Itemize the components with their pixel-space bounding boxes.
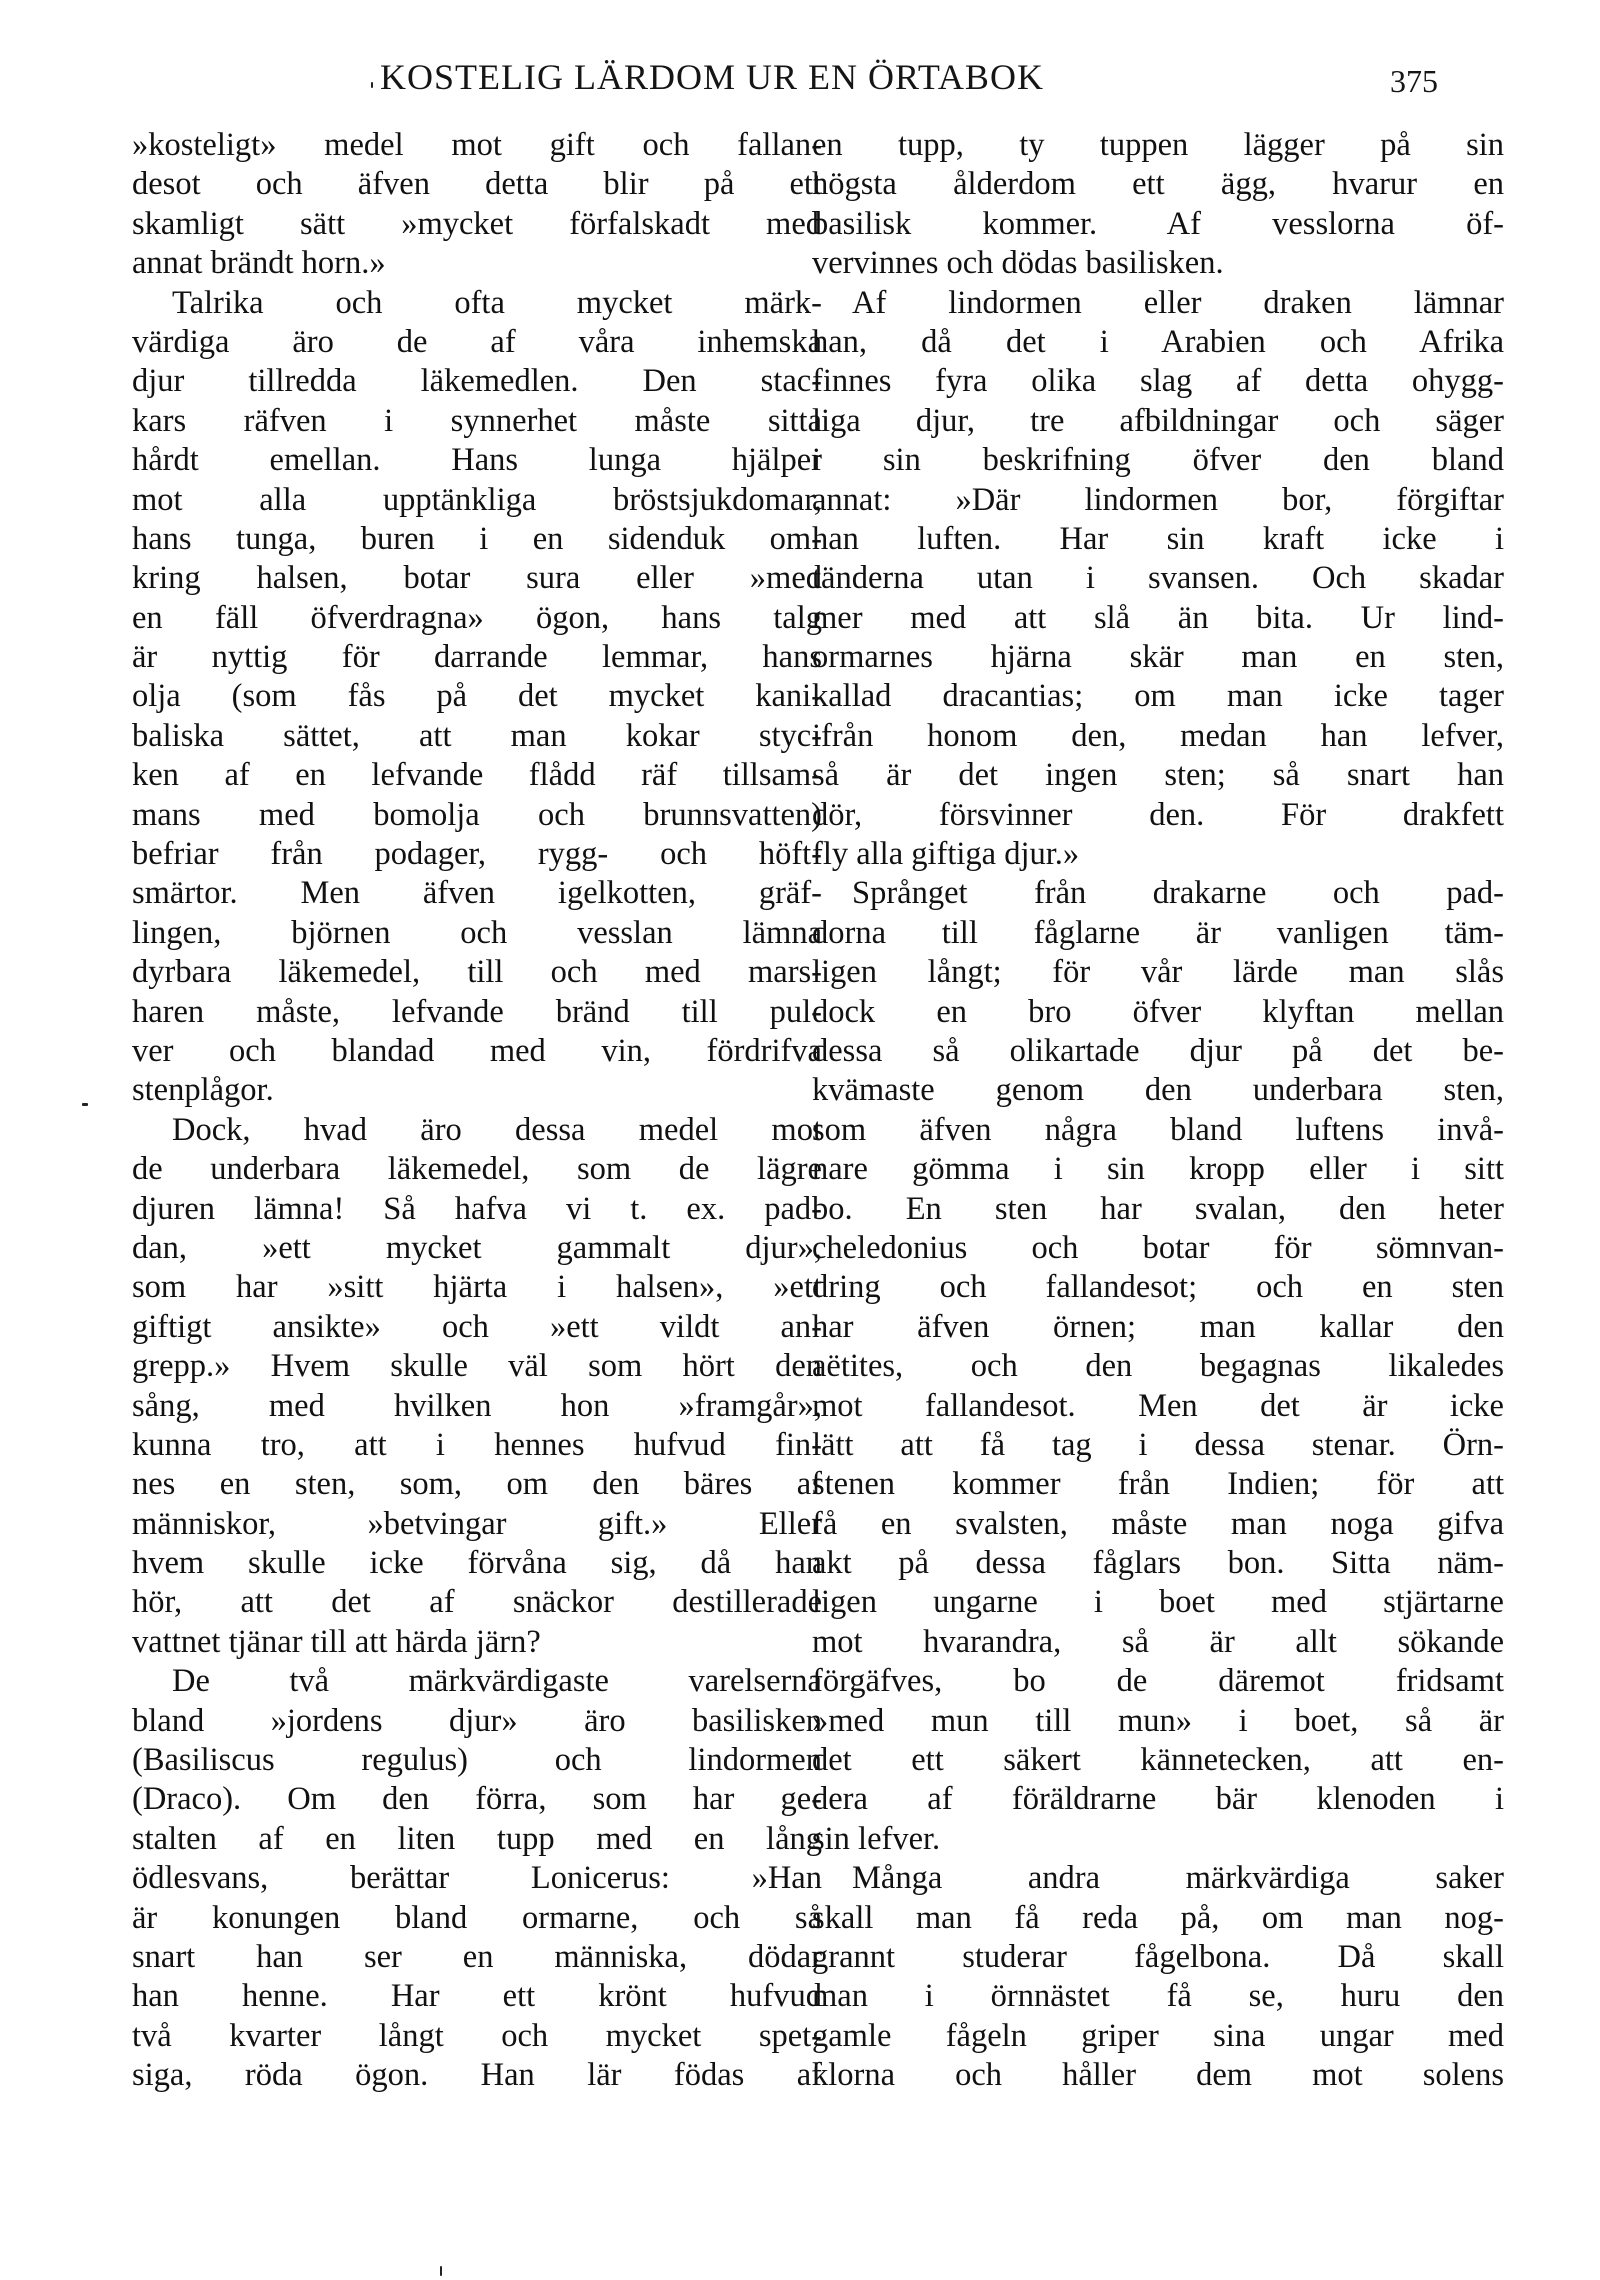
text-line: gamle fågeln griper sina ungar med bbox=[812, 2017, 1504, 2054]
paragraph-start-line: Talrika och ofta mycket märk- bbox=[172, 284, 822, 321]
text-line: dan, »ett mycket gammalt djur», bbox=[132, 1229, 822, 1266]
text-line: man i örnnästet få se, huru den bbox=[812, 1978, 1504, 2015]
text-line: nare gömma i sin kropp eller i sitt bbox=[812, 1151, 1504, 1188]
text-line: befriar från podager, rygg- och höft- bbox=[132, 836, 822, 873]
text-line: kars räfven i synnerhet måste sitta bbox=[132, 402, 822, 439]
text-line: värdiga äro de af våra inhemska bbox=[132, 323, 822, 360]
text-line: giftigt ansikte» och »ett vildt an- bbox=[132, 1308, 822, 1345]
text-line: ken af en lefvande flådd räf tillsam- bbox=[132, 757, 822, 794]
text-line: kring halsen, botar sura eller »med bbox=[132, 560, 822, 597]
text-line: djur tillredda läkemedlen. Den stac- bbox=[132, 363, 822, 400]
text-line: baliska sättet, att man kokar styc- bbox=[132, 717, 822, 754]
text-line: smärtor. Men äfven igelkotten, gräf- bbox=[132, 875, 822, 912]
text-line: desot och äfven detta blir på ett bbox=[132, 166, 822, 203]
text-line: basilisk kommer. Af vesslorna öf- bbox=[812, 205, 1504, 242]
text-line: mans med bomolja och brunnsvatten) bbox=[132, 796, 822, 833]
left-column bbox=[132, 126, 822, 2096]
text-line: aëtites, och den begagnas likaledes bbox=[812, 1348, 1504, 1385]
text-line: ligen ungarne i boet med stjärtarne bbox=[812, 1584, 1504, 1621]
text-line: skall man få reda på, om man nog- bbox=[812, 1899, 1504, 1936]
text-line: dera af föräldrarne bär klenoden i bbox=[812, 1781, 1504, 1818]
text-line: ifrån honom den, medan han lefver, bbox=[812, 717, 1504, 754]
text-line: de underbara läkemedel, som de lägre bbox=[132, 1151, 822, 1188]
text-line: grannt studerar fågelbona. Då skall bbox=[812, 1938, 1504, 1975]
text-line: kallad dracantias; om man icke tager bbox=[812, 678, 1504, 715]
text-line: siga, röda ögon. Han lär födas af bbox=[132, 2057, 822, 2094]
text-line: han luften. Har sin kraft icke i bbox=[812, 520, 1504, 557]
text-line: hårdt emellan. Hans lunga hjälper bbox=[132, 442, 822, 479]
text-line: skamligt sätt »mycket förfalskadt med bbox=[132, 205, 822, 242]
scan-speck bbox=[371, 82, 373, 88]
text-line: »med mun till mun» i boet, så är bbox=[812, 1702, 1504, 1739]
text-line: få en svalsten, måste man noga gifva bbox=[812, 1505, 1504, 1542]
text-line: fly alla giftiga djur.» bbox=[812, 836, 1080, 873]
text-line: akt på dessa fåglars bon. Sitta näm- bbox=[812, 1545, 1504, 1582]
text-line: en fäll öfverdragna» ögon, hans talg bbox=[132, 599, 822, 636]
text-line: mer med att slå än bita. Ur lind- bbox=[812, 599, 1504, 636]
text-line: grepp.» Hvem skulle väl som hört den bbox=[132, 1348, 822, 1385]
text-line: (Draco). Om den förra, som har ge- bbox=[132, 1781, 822, 1818]
text-line: ver och blandad med vin, fördrifva bbox=[132, 1032, 822, 1069]
scan-speck bbox=[82, 1103, 88, 1106]
text-line: vattnet tjänar till att härda järn? bbox=[132, 1623, 541, 1660]
paragraph-start-line: Språnget från drakarne och pad- bbox=[852, 875, 1504, 912]
text-line: som äfven några bland luftens invå- bbox=[812, 1111, 1504, 1148]
running-title: KOSTELIG LÄRDOM UR EN ÖRTABOK bbox=[380, 57, 1044, 97]
text-line: tänderna utan i svansen. Och skadar bbox=[812, 560, 1504, 597]
page-number: 375 bbox=[1390, 63, 1438, 99]
text-line: stenplågor. bbox=[132, 1072, 274, 1109]
paragraph-start-line: Dock, hvad äro dessa medel mot bbox=[172, 1111, 822, 1148]
text-line: kvämaste genom den underbara sten, bbox=[812, 1072, 1504, 1109]
text-line: han, då det i Arabien och Afrika bbox=[812, 323, 1504, 360]
text-line: mot alla upptänkliga bröstsjukdomar, bbox=[132, 481, 822, 518]
text-line: stalten af en liten tupp med en lång bbox=[132, 1820, 822, 1857]
text-line: (Basiliscus regulus) och lindormen bbox=[132, 1742, 822, 1779]
text-line: människor, »betvingar gift.» Eller bbox=[132, 1505, 822, 1542]
text-line: mot hvarandra, så är allt sökande bbox=[812, 1623, 1504, 1660]
text-line: dessa så olikartade djur på det be- bbox=[812, 1032, 1504, 1069]
text-line: »kosteligt» medel mot gift och fallan- bbox=[132, 127, 822, 163]
text-line: dyrbara läkemedel, till och med mars- bbox=[132, 954, 822, 991]
text-line: klorna och håller dem mot solens bbox=[812, 2057, 1504, 2094]
text-line: stenen kommer från Indien; för att bbox=[812, 1466, 1504, 1503]
paragraph-start-line: Af lindormen eller draken lämnar bbox=[852, 284, 1504, 321]
text-line: annat brändt horn.» bbox=[132, 245, 386, 282]
text-line: dock en bro öfver klyftan mellan bbox=[812, 993, 1504, 1030]
text-line: är nyttig för darrande lemmar, hans bbox=[132, 639, 822, 676]
text-line: ormarnes hjärna skär man en sten, bbox=[812, 639, 1504, 676]
text-line: djuren lämna! Så hafva vi t. ex. pad- bbox=[132, 1190, 822, 1227]
text-line: dör, försvinner den. För drakfett bbox=[812, 796, 1504, 833]
text-line: bo. En sten har svalan, den heter bbox=[812, 1190, 1504, 1227]
text-line: sång, med hvilken hon »framgår», bbox=[132, 1387, 822, 1424]
text-line: lingen, björnen och vesslan lämna bbox=[132, 914, 822, 951]
text-line: hans tunga, buren i en sidenduk om- bbox=[132, 520, 822, 557]
text-line: dring och fallandesot; och en sten bbox=[812, 1269, 1504, 1306]
text-line: finnes fyra olika slag af detta ohygg- bbox=[812, 363, 1504, 400]
paragraph-start-line: De två märkvärdigaste varelserna bbox=[172, 1663, 822, 1700]
text-line: två kvarter långt och mycket spet- bbox=[132, 2017, 822, 2054]
text-line: hvem skulle icke förvåna sig, då han bbox=[132, 1545, 822, 1582]
text-line: vervinnes och dödas basilisken. bbox=[812, 245, 1224, 282]
text-line: i sin beskrifning öfver den bland bbox=[812, 442, 1504, 479]
text-line: ödlesvans, berättar Lonicerus: »Han bbox=[132, 1860, 822, 1897]
text-line: förgäfves, bo de däremot fridsamt bbox=[812, 1663, 1504, 1700]
text-line: lätt att få tag i dessa stenar. Örn- bbox=[812, 1426, 1504, 1463]
paragraph-start-line: Många andra märkvärdiga saker bbox=[852, 1860, 1504, 1897]
running-header bbox=[0, 52, 1600, 102]
text-line: högsta ålderdom ett ägg, hvarur en bbox=[812, 166, 1504, 203]
text-line: det ett säkert kännetecken, att en- bbox=[812, 1742, 1504, 1779]
text-line: som har »sitt hjärta i halsen», »ett bbox=[132, 1269, 822, 1306]
text-line: snart han ser en människa, dödar bbox=[132, 1938, 822, 1975]
text-line: olja (som fås på det mycket kani- bbox=[132, 678, 822, 715]
right-column bbox=[812, 126, 1504, 2096]
text-line: haren måste, lefvande bränd till pul- bbox=[132, 993, 822, 1030]
text-line: nes en sten, som, om den bäres af bbox=[132, 1466, 822, 1503]
text-line: han henne. Har ett krönt hufvud bbox=[132, 1978, 822, 2015]
text-line: annat: »Där lindormen bor, förgiftar bbox=[812, 481, 1504, 518]
text-line: liga djur, tre afbildningar och säger bbox=[812, 402, 1504, 439]
text-line: ligen långt; för vår lärde man slås bbox=[812, 954, 1504, 991]
text-line: en tupp, ty tuppen lägger på sin bbox=[812, 127, 1504, 163]
text-line: mot fallandesot. Men det är icke bbox=[812, 1387, 1504, 1424]
text-line: är konungen bland ormarne, och så bbox=[132, 1899, 822, 1936]
text-line: kunna tro, att i hennes hufvud fin- bbox=[132, 1426, 822, 1463]
text-line: så är det ingen sten; så snart han bbox=[812, 757, 1504, 794]
text-line: dorna till fåglarne är vanligen täm- bbox=[812, 914, 1504, 951]
text-line: bland »jordens djur» äro basilisken bbox=[132, 1702, 822, 1739]
text-line: hör, att det af snäckor destillerade bbox=[132, 1584, 822, 1621]
scan-speck bbox=[440, 2266, 442, 2276]
text-line: cheledonius och botar för sömnvan- bbox=[812, 1229, 1504, 1266]
text-line: sin lefver. bbox=[812, 1820, 941, 1857]
text-line: har äfven örnen; man kallar den bbox=[812, 1308, 1504, 1345]
